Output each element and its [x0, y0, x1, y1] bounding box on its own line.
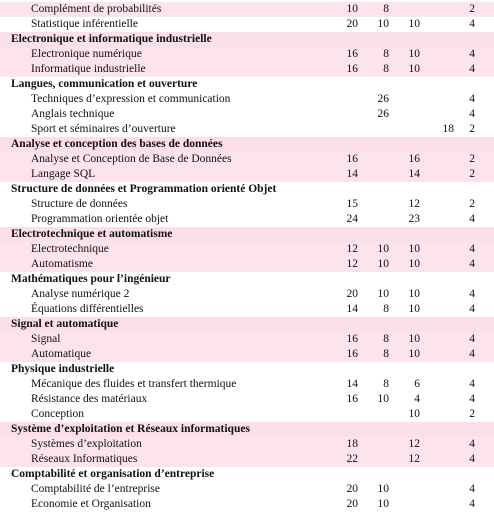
hours-c1: 20 — [346, 18, 358, 30]
hours-c3: 16 — [408, 153, 420, 165]
course-name: Statistique inférentielle — [31, 18, 138, 30]
course-name: Programmation orientée objet — [31, 213, 169, 225]
course-name: Signal — [31, 333, 61, 345]
hours-c1: 16 — [346, 153, 358, 165]
course-name: Complément de probabilités — [31, 3, 162, 15]
hours-c3: 12 — [408, 198, 420, 210]
hours-c2: 10 — [377, 288, 389, 300]
hours-c5: 4 — [469, 258, 475, 270]
hours-c5: 4 — [469, 438, 475, 450]
course-row — [0, 47, 494, 62]
module-header-row — [0, 227, 494, 242]
hours-c3: 10 — [408, 48, 420, 60]
course-name: Réseaux Informatiques — [31, 453, 138, 465]
hours-c5: 4 — [469, 288, 475, 300]
hours-c3: 10 — [408, 333, 420, 345]
hours-c2: 8 — [383, 63, 389, 75]
hours-c1: 14 — [346, 378, 358, 390]
module-header-row — [0, 32, 494, 47]
hours-c1: 14 — [346, 303, 358, 315]
course-row — [0, 62, 494, 77]
course-name: Informatique industrielle — [31, 63, 146, 75]
module-title: Analyse et conception des bases de données — [11, 138, 223, 150]
course-row — [0, 197, 494, 212]
hours-c5: 4 — [469, 348, 475, 360]
hours-c2: 10 — [377, 18, 389, 30]
course-name: Electrotechnique — [31, 243, 109, 255]
hours-c5: 4 — [469, 498, 475, 510]
hours-c2: 8 — [383, 48, 389, 60]
hours-c2: 8 — [383, 303, 389, 315]
hours-c1: 10 — [346, 3, 358, 15]
hours-c5: 2 — [469, 168, 475, 180]
course-name: Automatique — [31, 348, 92, 360]
hours-c3: 10 — [408, 63, 420, 75]
course-name: Mécanique des fluides et transfert thermique — [31, 378, 237, 390]
hours-c3: 10 — [408, 288, 420, 300]
course-name: Résistance des matériaux — [31, 393, 148, 405]
module-title: Physique industrielle — [11, 363, 115, 375]
course-name: Techniques d’expression et communication — [31, 93, 231, 105]
hours-c5: 4 — [469, 333, 475, 345]
hours-c1: 20 — [346, 288, 358, 300]
hours-c3: 4 — [414, 393, 420, 405]
hours-c3: 12 — [408, 453, 420, 465]
course-name: Anglais technique — [31, 108, 115, 120]
module-title: Signal et automatique — [11, 318, 119, 330]
hours-c5: 4 — [469, 213, 475, 225]
hours-c3: 12 — [408, 438, 420, 450]
course-row — [0, 452, 494, 467]
hours-c3: 10 — [408, 408, 420, 420]
course-row — [0, 332, 494, 347]
hours-c5: 2 — [469, 3, 475, 15]
hours-c5: 4 — [469, 378, 475, 390]
hours-c1: 15 — [346, 198, 358, 210]
hours-c2: 8 — [383, 378, 389, 390]
course-row — [0, 17, 494, 32]
course-name: Analyse numérique 2 — [31, 288, 130, 300]
hours-c2: 10 — [377, 498, 389, 510]
module-header-row — [0, 272, 494, 287]
hours-c5: 4 — [469, 483, 475, 495]
hours-c5: 4 — [469, 303, 475, 315]
course-row — [0, 107, 494, 122]
hours-c2: 8 — [383, 348, 389, 360]
hours-c5: 2 — [469, 153, 475, 165]
hours-c2: 10 — [377, 258, 389, 270]
hours-c4: 18 — [442, 123, 454, 135]
course-row — [0, 152, 494, 167]
hours-c2: 10 — [377, 483, 389, 495]
course-row — [0, 242, 494, 257]
hours-c5: 2 — [469, 408, 475, 420]
module-title: Système d’exploitation et Réseaux informatiques — [11, 423, 250, 435]
module-header-row — [0, 422, 494, 437]
hours-c1: 16 — [346, 348, 358, 360]
course-row — [0, 302, 494, 317]
hours-c1: 12 — [346, 243, 358, 255]
hours-c5: 2 — [469, 123, 475, 135]
hours-c1: 16 — [346, 48, 358, 60]
module-header-row — [0, 362, 494, 377]
course-name: Comptabilité de l’entreprise — [31, 483, 161, 495]
course-row — [0, 482, 494, 497]
course-name: Langage SQL — [31, 168, 96, 180]
course-name: Systèmes d’exploitation — [31, 438, 142, 450]
module-header-row — [0, 182, 494, 197]
hours-c5: 4 — [469, 63, 475, 75]
hours-c2: 10 — [377, 393, 389, 405]
hours-c3: 10 — [408, 243, 420, 255]
hours-c5: 4 — [469, 18, 475, 30]
hours-c1: 22 — [346, 453, 358, 465]
course-row — [0, 122, 494, 137]
hours-c1: 12 — [346, 258, 358, 270]
course-name: Sport et séminaires d’ouverture — [31, 123, 176, 135]
course-row — [0, 377, 494, 392]
course-name: Analyse et Conception de Base de Données — [31, 153, 232, 165]
hours-c3: 10 — [408, 303, 420, 315]
hours-c1: 16 — [346, 333, 358, 345]
hours-c3: 6 — [414, 378, 420, 390]
module-header-row — [0, 77, 494, 92]
module-title: Comptabilité et organisation d’entreprise — [11, 468, 215, 480]
course-row — [0, 497, 494, 512]
hours-c5: 4 — [469, 393, 475, 405]
course-name: Electronique numérique — [31, 48, 142, 60]
hours-c1: 16 — [346, 63, 358, 75]
course-row — [0, 347, 494, 362]
module-title: Mathématiques pour l’ingénieur — [11, 273, 171, 285]
hours-c3: 10 — [408, 18, 420, 30]
hours-c5: 4 — [469, 93, 475, 105]
hours-c2: 10 — [377, 243, 389, 255]
module-title: Electrotechnique et automatisme — [11, 228, 173, 240]
hours-c5: 4 — [469, 48, 475, 60]
hours-c2: 8 — [383, 3, 389, 15]
course-name: Automatisme — [31, 258, 93, 270]
hours-c3: 10 — [408, 348, 420, 360]
module-title: Electronique et informatique industrielle — [11, 33, 212, 45]
course-row — [0, 407, 494, 422]
hours-c5: 4 — [469, 243, 475, 255]
course-name: Conception — [31, 408, 85, 420]
course-row — [0, 2, 494, 17]
hours-c3: 10 — [408, 258, 420, 270]
hours-c5: 4 — [469, 453, 475, 465]
course-name: Équations différentielles — [31, 303, 144, 315]
course-name: Structure de données — [31, 198, 128, 210]
module-header-row — [0, 137, 494, 152]
hours-c2: 26 — [377, 108, 389, 120]
hours-c2: 8 — [383, 333, 389, 345]
hours-c2: 26 — [377, 93, 389, 105]
course-row — [0, 212, 494, 227]
hours-c1: 24 — [346, 213, 358, 225]
course-row — [0, 167, 494, 182]
course-row — [0, 92, 494, 107]
hours-c1: 20 — [346, 483, 358, 495]
course-name: Economie et Organisation — [31, 498, 151, 510]
module-title: Langues, communication et ouverture — [11, 78, 198, 90]
hours-c1: 14 — [346, 168, 358, 180]
course-row — [0, 287, 494, 302]
hours-c5: 2 — [469, 198, 475, 210]
module-header-row — [0, 467, 494, 482]
hours-c3: 14 — [408, 168, 420, 180]
course-row — [0, 392, 494, 407]
course-row — [0, 257, 494, 272]
module-header-row — [0, 317, 494, 332]
course-row — [0, 437, 494, 452]
hours-c1: 20 — [346, 498, 358, 510]
hours-c1: 16 — [346, 393, 358, 405]
hours-c5: 4 — [469, 108, 475, 120]
hours-c3: 23 — [408, 213, 420, 225]
hours-c1: 18 — [346, 438, 358, 450]
module-title: Structure de données et Programmation orienté Objet — [11, 183, 277, 195]
